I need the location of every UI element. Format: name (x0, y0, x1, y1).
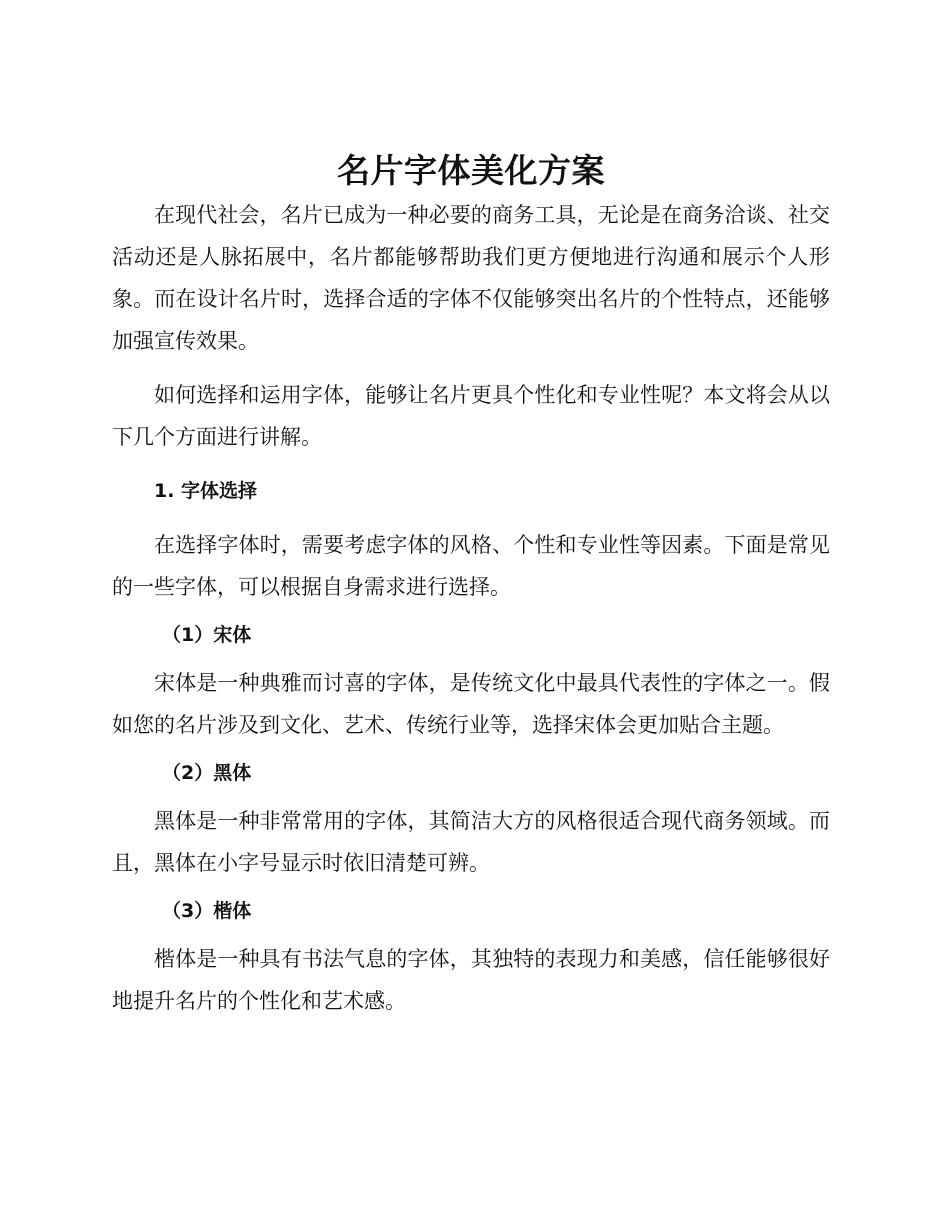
intro-paragraph-1: 在现代社会，名片已成为一种必要的商务工具，无论是在商务洽谈、社交活动还是人脉拓展中，名片都能够帮助我们更方便地进行沟通和展示个人形象。而在设计名片时，选择合适的字体不仅能够突出名片的个性特点，还能够加强宣传效果。 (112, 203, 830, 353)
paragraph-kaiti: 楷体是一种具有书法气息的字体，其独特的表现力和美感，信任能够很好地提升名片的个性化和艺术感。 (112, 947, 830, 1013)
sub-heading-heiti: （2）黑体 (162, 762, 252, 784)
section-paragraph-font-choice: 在选择字体时，需要考虑字体的风格、个性和专业性等因素。下面是常见的一些字体，可以根据自身需求进行选择。 (112, 533, 830, 599)
document-title: 名片字体美化方案 (337, 151, 605, 190)
paragraph-heiti: 黑体是一种非常常用的字体，其简洁大方的风格很适合现代商务领域。而且，黑体在小字号显示时依旧清楚可辨。 (112, 809, 830, 875)
document-body (112, 148, 830, 1022)
intro-paragraph-2: 如何选择和运用字体，能够让名片更具个性化和专业性呢？本文将会从以下几个方面进行讲解。 (112, 383, 830, 449)
section-heading-font-choice: 1. 字体选择 (154, 480, 258, 502)
sub-heading-kaiti: （3）楷体 (162, 900, 252, 922)
sub-heading-songti: （1）宋体 (162, 624, 252, 646)
paragraph-songti: 宋体是一种典雅而讨喜的字体，是传统文化中最具代表性的字体之一。假如您的名片涉及到文化、艺术、传统行业等，选择宋体会更加贴合主题。 (112, 671, 830, 737)
